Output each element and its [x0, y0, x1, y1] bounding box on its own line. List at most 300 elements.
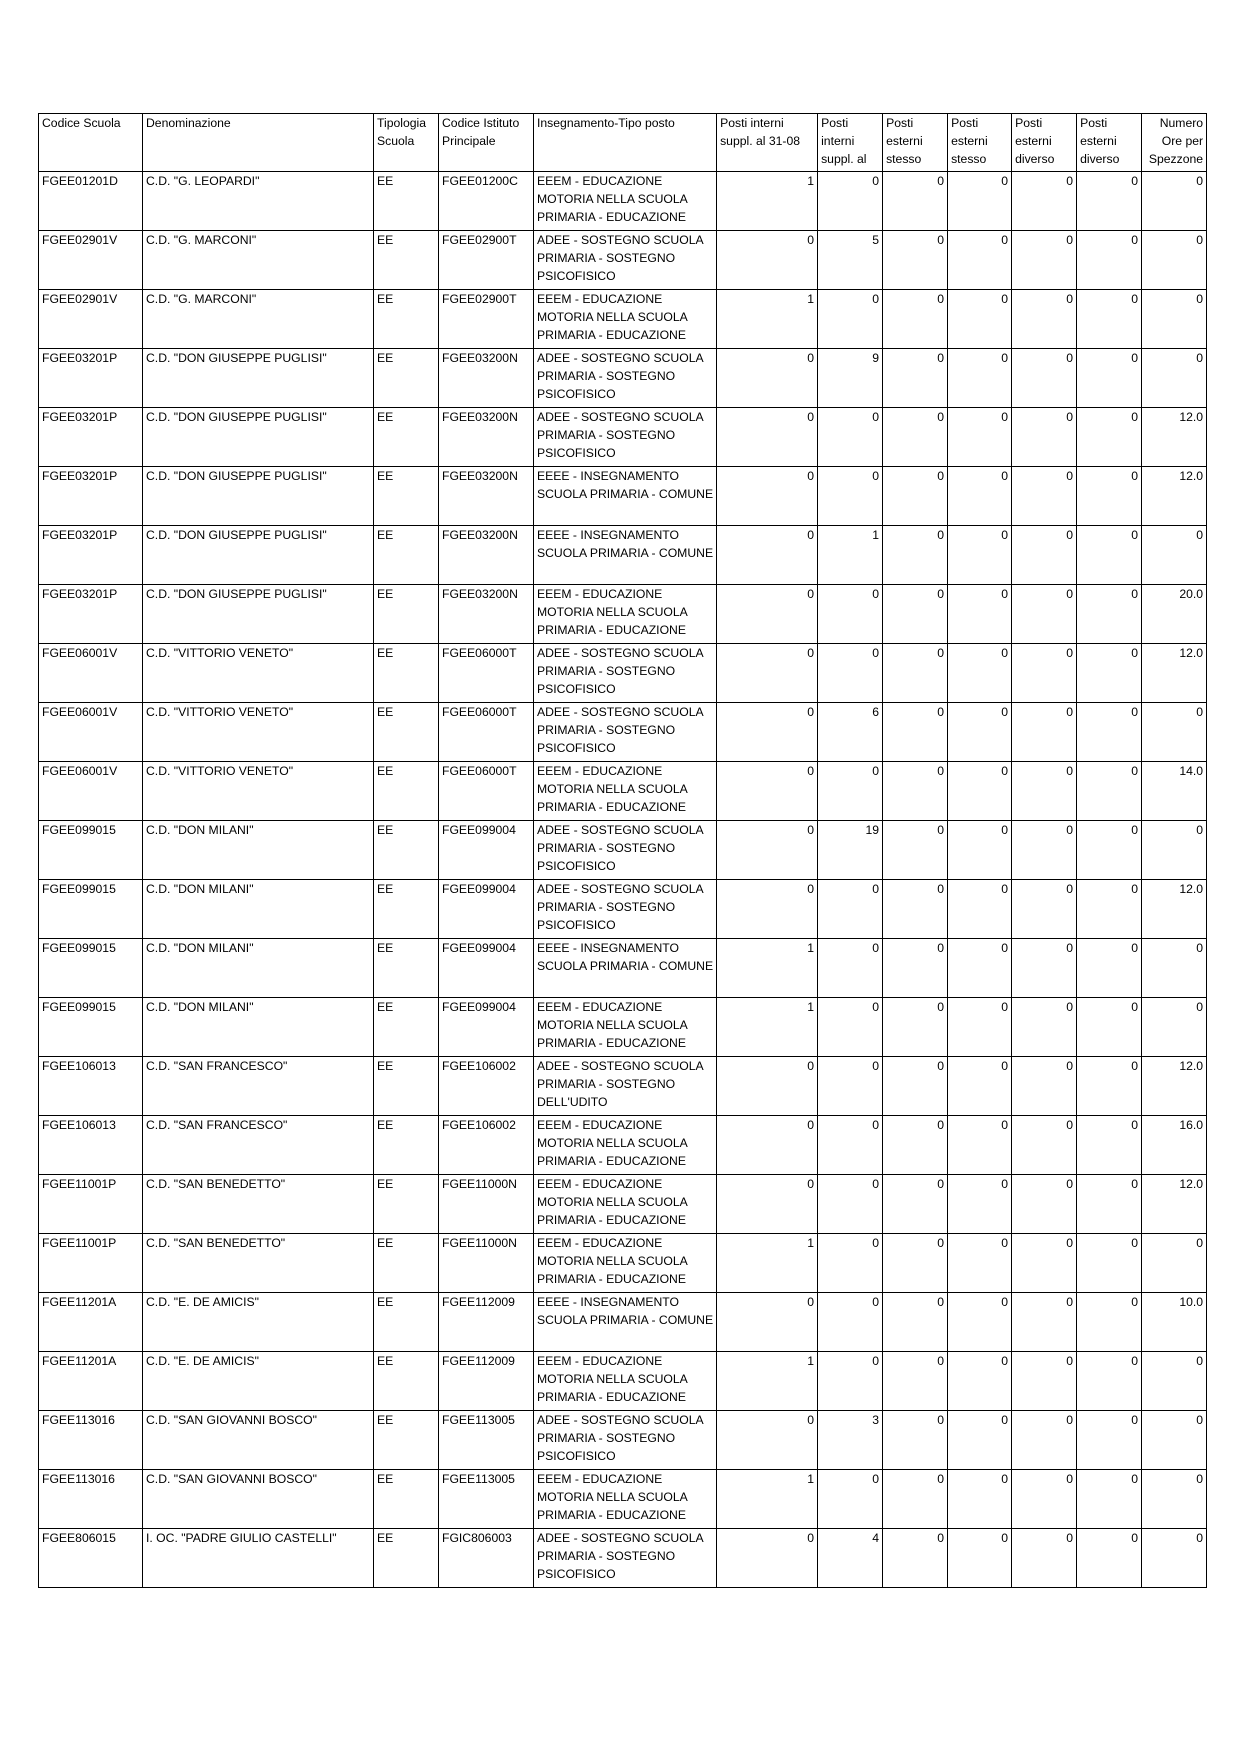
header-posti-esterni-stesso-1: [883, 114, 948, 172]
cell-insegnamento: [534, 526, 717, 585]
cell-posti-esterni-stesso-2: 0: [948, 585, 1012, 644]
cell-posti-interni-31-08: 0: [717, 467, 818, 526]
cell-codice-scuola: FGEE11201A: [39, 1352, 143, 1411]
cell-denominazione: C.D. "G. MARCONI": [143, 231, 374, 290]
cell-posti-esterni-stesso-1: 0: [883, 821, 948, 880]
insegnamento-line: PRIMARIA - SOSTEGNO: [537, 841, 676, 855]
cell-posti-esterni-diverso-1: 0: [1012, 1116, 1077, 1175]
insegnamento-line: ADEE - SOSTEGNO SCUOLA: [537, 351, 704, 365]
insegnamento-line: PRIMARIA - SOSTEGNO: [537, 428, 676, 442]
header-line: Spezzone: [1148, 152, 1204, 166]
cell-insegnamento: [534, 1529, 717, 1588]
cell-denominazione: C.D. "DON MILANI": [143, 821, 374, 880]
insegnamento-line: EEEM - EDUCAZIONE: [537, 292, 663, 306]
insegnamento-line: ADEE - SOSTEGNO SCUOLA: [537, 1413, 704, 1427]
insegnamento-line: PRIMARIA - EDUCAZIONE: [537, 1036, 686, 1050]
header-line: Posti: [886, 116, 914, 130]
cell-ore-spezzone: 12.0: [1142, 880, 1207, 939]
cell-posti-interni-suppl: 0: [818, 1116, 883, 1175]
cell-denominazione: C.D. "DON GIUSEPPE PUGLISI": [143, 585, 374, 644]
cell-posti-esterni-diverso-2: 0: [1077, 1234, 1142, 1293]
cell-posti-esterni-stesso-1: 0: [883, 467, 948, 526]
cell-insegnamento: [534, 703, 717, 762]
insegnamento-line: SCUOLA PRIMARIA - COMUNE: [537, 1313, 714, 1327]
cell-ore-spezzone: 12.0: [1142, 1175, 1207, 1234]
cell-insegnamento: [534, 1411, 717, 1470]
cell-insegnamento: [534, 408, 717, 467]
cell-posti-esterni-stesso-2: 0: [948, 172, 1012, 231]
insegnamento-line: PSICOFISICO: [537, 269, 616, 283]
insegnamento-line: PRIMARIA - EDUCAZIONE: [537, 623, 686, 637]
header-line: Posti: [1080, 116, 1108, 130]
cell-posti-esterni-diverso-2: 0: [1077, 1175, 1142, 1234]
header-line: Ore per: [1161, 134, 1204, 148]
cell-posti-esterni-diverso-2: 0: [1077, 290, 1142, 349]
cell-codice-scuola: FGEE02901V: [39, 290, 143, 349]
cell-posti-interni-31-08: 0: [717, 231, 818, 290]
cell-posti-interni-31-08: 0: [717, 585, 818, 644]
cell-posti-esterni-diverso-1: 0: [1012, 644, 1077, 703]
cell-codice-istituto: FGEE113005: [439, 1411, 534, 1470]
cell-tipologia: EE: [374, 1293, 439, 1352]
cell-codice-istituto: FGEE099004: [439, 998, 534, 1057]
insegnamento-line: MOTORIA NELLA SCUOLA: [537, 310, 688, 324]
cell-posti-esterni-stesso-1: 0: [883, 939, 948, 998]
insegnamento-line: EEEM - EDUCAZIONE: [537, 1354, 663, 1368]
header-line: Posti: [1015, 116, 1043, 130]
table-row: [39, 1057, 1207, 1116]
cell-codice-scuola: FGEE03201P: [39, 585, 143, 644]
cell-codice-istituto: FGEE06000T: [439, 644, 534, 703]
cell-posti-esterni-diverso-2: 0: [1077, 703, 1142, 762]
cell-tipologia: EE: [374, 1529, 439, 1588]
table-row: [39, 1175, 1207, 1234]
table-row: [39, 1411, 1207, 1470]
insegnamento-line: ADEE - SOSTEGNO SCUOLA: [537, 410, 704, 424]
header-numero-ore-spezzone: [1142, 114, 1207, 172]
cell-codice-scuola: FGEE099015: [39, 880, 143, 939]
insegnamento-line: PSICOFISICO: [537, 387, 616, 401]
cell-codice-scuola: FGEE03201P: [39, 467, 143, 526]
cell-posti-esterni-stesso-1: 0: [883, 1234, 948, 1293]
cell-posti-esterni-stesso-1: 0: [883, 880, 948, 939]
cell-posti-esterni-diverso-2: 0: [1077, 998, 1142, 1057]
cell-insegnamento: [534, 821, 717, 880]
cell-tipologia: EE: [374, 1234, 439, 1293]
insegnamento-line: PRIMARIA - EDUCAZIONE: [537, 1508, 686, 1522]
cell-posti-interni-suppl: 0: [818, 1175, 883, 1234]
cell-codice-istituto: FGEE02900T: [439, 290, 534, 349]
cell-posti-esterni-diverso-1: 0: [1012, 762, 1077, 821]
cell-insegnamento: [534, 467, 717, 526]
table-row: [39, 1352, 1207, 1411]
header-insegnamento: [534, 114, 717, 172]
cell-posti-esterni-diverso-1: 0: [1012, 703, 1077, 762]
cell-ore-spezzone: 0: [1142, 526, 1207, 585]
cell-ore-spezzone: 0: [1142, 1470, 1207, 1529]
table-row: [39, 585, 1207, 644]
cell-codice-scuola: FGEE106013: [39, 1057, 143, 1116]
cell-ore-spezzone: 0: [1142, 939, 1207, 998]
insegnamento-line: PRIMARIA - EDUCAZIONE: [537, 1272, 686, 1286]
header-posti-interni-suppl: [818, 114, 883, 172]
cell-codice-scuola: FGEE099015: [39, 939, 143, 998]
insegnamento-line: PSICOFISICO: [537, 1449, 616, 1463]
cell-posti-esterni-diverso-1: 0: [1012, 467, 1077, 526]
table-row: [39, 408, 1207, 467]
cell-posti-esterni-diverso-1: 0: [1012, 1470, 1077, 1529]
cell-tipologia: EE: [374, 821, 439, 880]
header-line: interni: [821, 134, 855, 148]
cell-posti-esterni-stesso-1: 0: [883, 1411, 948, 1470]
cell-ore-spezzone: 12.0: [1142, 1057, 1207, 1116]
cell-posti-interni-suppl: 0: [818, 585, 883, 644]
header-line: Denominazione: [146, 116, 231, 130]
insegnamento-line: ADEE - SOSTEGNO SCUOLA: [537, 705, 704, 719]
cell-posti-esterni-stesso-1: 0: [883, 644, 948, 703]
insegnamento-line: PRIMARIA - SOSTEGNO: [537, 664, 676, 678]
cell-codice-scuola: FGEE099015: [39, 998, 143, 1057]
cell-posti-esterni-diverso-2: 0: [1077, 939, 1142, 998]
cell-insegnamento: [534, 1352, 717, 1411]
cell-tipologia: EE: [374, 762, 439, 821]
header-line: Codice Istituto: [442, 116, 520, 130]
cell-posti-esterni-stesso-2: 0: [948, 1352, 1012, 1411]
cell-posti-esterni-stesso-2: 0: [948, 1293, 1012, 1352]
header-line: suppl. al 31-08: [720, 134, 801, 148]
cell-tipologia: EE: [374, 290, 439, 349]
header-line: Insegnamento-Tipo posto: [537, 116, 675, 130]
cell-codice-istituto: FGEE01200C: [439, 172, 534, 231]
cell-posti-interni-31-08: 0: [717, 349, 818, 408]
cell-ore-spezzone: 0: [1142, 231, 1207, 290]
cell-posti-esterni-diverso-1: 0: [1012, 231, 1077, 290]
cell-insegnamento: [534, 172, 717, 231]
cell-posti-esterni-diverso-2: 0: [1077, 1293, 1142, 1352]
cell-posti-esterni-stesso-1: 0: [883, 998, 948, 1057]
header-posti-esterni-stesso-2: [948, 114, 1012, 172]
cell-denominazione: C.D. "DON MILANI": [143, 939, 374, 998]
cell-posti-esterni-stesso-1: 0: [883, 408, 948, 467]
table-row: [39, 998, 1207, 1057]
insegnamento-line: MOTORIA NELLA SCUOLA: [537, 1372, 688, 1386]
cell-posti-esterni-stesso-1: 0: [883, 290, 948, 349]
insegnamento-line: EEEM - EDUCAZIONE: [537, 1177, 663, 1191]
cell-denominazione: C.D. "E. DE AMICIS": [143, 1352, 374, 1411]
cell-posti-esterni-diverso-1: 0: [1012, 585, 1077, 644]
cell-posti-interni-suppl: 0: [818, 467, 883, 526]
header-line: suppl. al: [821, 152, 867, 166]
insegnamento-line: MOTORIA NELLA SCUOLA: [537, 1195, 688, 1209]
header-line: Posti: [951, 116, 979, 130]
cell-posti-interni-suppl: 0: [818, 880, 883, 939]
cell-insegnamento: [534, 1116, 717, 1175]
header-posti-interni-31-08: [717, 114, 818, 172]
cell-posti-interni-31-08: 1: [717, 998, 818, 1057]
cell-denominazione: C.D. "DON GIUSEPPE PUGLISI": [143, 467, 374, 526]
cell-codice-scuola: FGEE06001V: [39, 703, 143, 762]
cell-posti-interni-31-08: 1: [717, 939, 818, 998]
cell-codice-istituto: FGEE099004: [439, 939, 534, 998]
cell-posti-esterni-stesso-1: 0: [883, 1293, 948, 1352]
cell-denominazione: C.D. "VITTORIO VENETO": [143, 703, 374, 762]
cell-posti-esterni-diverso-2: 0: [1077, 821, 1142, 880]
cell-tipologia: EE: [374, 585, 439, 644]
insegnamento-line: DELL'UDITO: [537, 1095, 608, 1109]
cell-denominazione: C.D. "G. MARCONI": [143, 290, 374, 349]
cell-codice-scuola: FGEE06001V: [39, 644, 143, 703]
cell-posti-esterni-stesso-2: 0: [948, 349, 1012, 408]
cell-tipologia: EE: [374, 703, 439, 762]
table-row: [39, 1470, 1207, 1529]
table-row: [39, 939, 1207, 998]
cell-tipologia: EE: [374, 1411, 439, 1470]
cell-tipologia: EE: [374, 349, 439, 408]
table-row: [39, 1529, 1207, 1588]
cell-insegnamento: [534, 998, 717, 1057]
cell-posti-interni-suppl: 19: [818, 821, 883, 880]
cell-codice-istituto: FGEE06000T: [439, 703, 534, 762]
cell-posti-esterni-stesso-2: 0: [948, 880, 1012, 939]
cell-posti-interni-31-08: 0: [717, 1057, 818, 1116]
cell-codice-scuola: FGEE113016: [39, 1411, 143, 1470]
insegnamento-line: PSICOFISICO: [537, 741, 616, 755]
cell-tipologia: EE: [374, 939, 439, 998]
cell-posti-esterni-stesso-1: 0: [883, 1529, 948, 1588]
cell-posti-esterni-diverso-1: 0: [1012, 408, 1077, 467]
cell-posti-interni-suppl: 0: [818, 939, 883, 998]
cell-posti-esterni-stesso-1: 0: [883, 349, 948, 408]
cell-ore-spezzone: 14.0: [1142, 762, 1207, 821]
header-line: Posti: [821, 116, 849, 130]
insegnamento-line: EEEE - INSEGNAMENTO: [537, 528, 679, 542]
cell-insegnamento: [534, 290, 717, 349]
cell-posti-esterni-stesso-1: 0: [883, 703, 948, 762]
cell-posti-interni-suppl: 0: [818, 1057, 883, 1116]
cell-codice-istituto: FGEE112009: [439, 1352, 534, 1411]
cell-posti-esterni-stesso-2: 0: [948, 998, 1012, 1057]
cell-posti-esterni-diverso-1: 0: [1012, 821, 1077, 880]
cell-codice-scuola: FGEE06001V: [39, 762, 143, 821]
cell-ore-spezzone: 12.0: [1142, 467, 1207, 526]
cell-posti-esterni-diverso-1: 0: [1012, 1352, 1077, 1411]
cell-posti-esterni-diverso-2: 0: [1077, 1529, 1142, 1588]
insegnamento-line: SCUOLA PRIMARIA - COMUNE: [537, 546, 714, 560]
cell-posti-esterni-stesso-2: 0: [948, 1470, 1012, 1529]
cell-denominazione: C.D. "DON GIUSEPPE PUGLISI": [143, 349, 374, 408]
cell-posti-esterni-diverso-1: 0: [1012, 1293, 1077, 1352]
table-row: [39, 231, 1207, 290]
header-line: Posti interni: [720, 116, 784, 130]
header-line: Tipologia: [377, 116, 427, 130]
cell-tipologia: EE: [374, 998, 439, 1057]
table-row: [39, 1293, 1207, 1352]
cell-codice-istituto: FGEE03200N: [439, 408, 534, 467]
table-row: [39, 880, 1207, 939]
insegnamento-line: EEEM - EDUCAZIONE: [537, 1118, 663, 1132]
cell-posti-esterni-stesso-2: 0: [948, 526, 1012, 585]
cell-posti-interni-31-08: 0: [717, 1529, 818, 1588]
insegnamento-line: EEEM - EDUCAZIONE: [537, 1000, 663, 1014]
cell-tipologia: EE: [374, 1352, 439, 1411]
cell-ore-spezzone: 0: [1142, 1411, 1207, 1470]
cell-posti-esterni-stesso-2: 0: [948, 231, 1012, 290]
insegnamento-line: PSICOFISICO: [537, 1567, 616, 1581]
cell-ore-spezzone: 0: [1142, 349, 1207, 408]
cell-posti-esterni-stesso-2: 0: [948, 1057, 1012, 1116]
cell-ore-spezzone: 0: [1142, 998, 1207, 1057]
cell-denominazione: C.D. "DON GIUSEPPE PUGLISI": [143, 408, 374, 467]
table-row: [39, 467, 1207, 526]
cell-codice-scuola: FGEE03201P: [39, 408, 143, 467]
cell-codice-istituto: FGEE02900T: [439, 231, 534, 290]
cell-ore-spezzone: 0: [1142, 290, 1207, 349]
cell-posti-interni-31-08: 1: [717, 290, 818, 349]
cell-tipologia: EE: [374, 644, 439, 703]
cell-posti-interni-31-08: 0: [717, 644, 818, 703]
cell-insegnamento: [534, 880, 717, 939]
insegnamento-line: EEEE - INSEGNAMENTO: [537, 941, 679, 955]
header-line: stesso: [886, 152, 922, 166]
cell-ore-spezzone: 10.0: [1142, 1293, 1207, 1352]
table-row: [39, 644, 1207, 703]
insegnamento-line: PSICOFISICO: [537, 682, 616, 696]
table-row: [39, 821, 1207, 880]
insegnamento-line: EEEE - INSEGNAMENTO: [537, 1295, 679, 1309]
cell-codice-istituto: FGEE06000T: [439, 762, 534, 821]
cell-posti-interni-31-08: 0: [717, 762, 818, 821]
header-codice-istituto: [439, 114, 534, 172]
insegnamento-line: PSICOFISICO: [537, 859, 616, 873]
cell-posti-interni-31-08: 0: [717, 821, 818, 880]
cell-insegnamento: [534, 1057, 717, 1116]
cell-denominazione: C.D. "SAN FRANCESCO": [143, 1057, 374, 1116]
cell-posti-esterni-stesso-2: 0: [948, 1116, 1012, 1175]
cell-posti-interni-31-08: 0: [717, 1175, 818, 1234]
cell-posti-esterni-stesso-2: 0: [948, 467, 1012, 526]
cell-posti-interni-31-08: 0: [717, 880, 818, 939]
cell-insegnamento: [534, 1293, 717, 1352]
cell-insegnamento: [534, 939, 717, 998]
cell-codice-istituto: FGEE03200N: [439, 467, 534, 526]
cell-posti-esterni-stesso-2: 0: [948, 939, 1012, 998]
cell-denominazione: C.D. "SAN GIOVANNI BOSCO": [143, 1470, 374, 1529]
cell-posti-esterni-diverso-2: 0: [1077, 1470, 1142, 1529]
cell-posti-interni-suppl: 0: [818, 172, 883, 231]
cell-codice-istituto: FGEE106002: [439, 1116, 534, 1175]
cell-posti-esterni-diverso-1: 0: [1012, 172, 1077, 231]
cell-denominazione: C.D. "G. LEOPARDI": [143, 172, 374, 231]
table-row: [39, 1116, 1207, 1175]
insegnamento-line: MOTORIA NELLA SCUOLA: [537, 782, 688, 796]
cell-codice-istituto: FGEE113005: [439, 1470, 534, 1529]
insegnamento-line: PRIMARIA - SOSTEGNO: [537, 1549, 676, 1563]
cell-codice-scuola: FGEE02901V: [39, 231, 143, 290]
cell-codice-istituto: FGEE106002: [439, 1057, 534, 1116]
cell-ore-spezzone: 16.0: [1142, 1116, 1207, 1175]
cell-posti-interni-suppl: 1: [818, 526, 883, 585]
cell-posti-esterni-diverso-1: 0: [1012, 526, 1077, 585]
insegnamento-line: PRIMARIA - SOSTEGNO: [537, 723, 676, 737]
cell-posti-interni-31-08: 1: [717, 1234, 818, 1293]
cell-tipologia: EE: [374, 880, 439, 939]
insegnamento-line: PRIMARIA - EDUCAZIONE: [537, 1213, 686, 1227]
cell-posti-esterni-stesso-2: 0: [948, 821, 1012, 880]
cell-codice-scuola: FGEE099015: [39, 821, 143, 880]
cell-ore-spezzone: 12.0: [1142, 408, 1207, 467]
header-line: esterni: [886, 134, 923, 148]
cell-posti-interni-31-08: 0: [717, 408, 818, 467]
insegnamento-line: EEEM - EDUCAZIONE: [537, 1236, 663, 1250]
cell-codice-istituto: FGIC806003: [439, 1529, 534, 1588]
cell-posti-interni-31-08: 0: [717, 703, 818, 762]
cell-posti-interni-suppl: 0: [818, 998, 883, 1057]
cell-posti-esterni-diverso-2: 0: [1077, 1411, 1142, 1470]
cell-posti-esterni-stesso-1: 0: [883, 526, 948, 585]
cell-posti-interni-suppl: 0: [818, 290, 883, 349]
insegnamento-line: PRIMARIA - SOSTEGNO: [537, 1077, 676, 1091]
cell-insegnamento: [534, 349, 717, 408]
insegnamento-line: EEEM - EDUCAZIONE: [537, 764, 663, 778]
cell-posti-esterni-stesso-2: 0: [948, 1529, 1012, 1588]
cell-tipologia: EE: [374, 1470, 439, 1529]
cell-posti-esterni-diverso-2: 0: [1077, 349, 1142, 408]
insegnamento-line: PRIMARIA - SOSTEGNO: [537, 369, 676, 383]
cell-denominazione: C.D. "DON MILANI": [143, 880, 374, 939]
cell-posti-esterni-diverso-1: 0: [1012, 290, 1077, 349]
cell-posti-esterni-diverso-1: 0: [1012, 880, 1077, 939]
cell-posti-esterni-diverso-2: 0: [1077, 231, 1142, 290]
header-line: esterni: [1015, 134, 1052, 148]
cell-posti-esterni-diverso-1: 0: [1012, 998, 1077, 1057]
cell-posti-esterni-stesso-1: 0: [883, 1175, 948, 1234]
cell-posti-interni-suppl: 5: [818, 231, 883, 290]
cell-posti-esterni-diverso-2: 0: [1077, 880, 1142, 939]
cell-codice-istituto: FGEE11000N: [439, 1234, 534, 1293]
cell-codice-scuola: FGEE106013: [39, 1116, 143, 1175]
cell-posti-interni-suppl: 4: [818, 1529, 883, 1588]
header-codice-scuola: [39, 114, 143, 172]
table-row: [39, 349, 1207, 408]
insegnamento-line: MOTORIA NELLA SCUOLA: [537, 605, 688, 619]
insegnamento-line: MOTORIA NELLA SCUOLA: [537, 192, 688, 206]
cell-posti-esterni-diverso-1: 0: [1012, 1175, 1077, 1234]
cell-denominazione: C.D. "DON MILANI": [143, 998, 374, 1057]
cell-posti-esterni-diverso-1: 0: [1012, 349, 1077, 408]
cell-posti-interni-suppl: 0: [818, 1470, 883, 1529]
cell-denominazione: C.D. "SAN GIOVANNI BOSCO": [143, 1411, 374, 1470]
insegnamento-line: ADEE - SOSTEGNO SCUOLA: [537, 882, 704, 896]
insegnamento-line: MOTORIA NELLA SCUOLA: [537, 1254, 688, 1268]
cell-posti-esterni-diverso-1: 0: [1012, 939, 1077, 998]
cell-posti-esterni-diverso-2: 0: [1077, 408, 1142, 467]
cell-codice-istituto: FGEE03200N: [439, 349, 534, 408]
cell-posti-interni-suppl: 0: [818, 408, 883, 467]
cell-posti-interni-suppl: 0: [818, 644, 883, 703]
cell-posti-esterni-stesso-2: 0: [948, 408, 1012, 467]
insegnamento-line: PRIMARIA - EDUCAZIONE: [537, 800, 686, 814]
cell-insegnamento: [534, 1234, 717, 1293]
cell-posti-esterni-diverso-1: 0: [1012, 1529, 1077, 1588]
cell-insegnamento: [534, 1470, 717, 1529]
cell-tipologia: EE: [374, 408, 439, 467]
cell-posti-esterni-diverso-1: 0: [1012, 1411, 1077, 1470]
cell-posti-esterni-diverso-2: 0: [1077, 172, 1142, 231]
insegnamento-line: MOTORIA NELLA SCUOLA: [537, 1490, 688, 1504]
cell-posti-esterni-stesso-1: 0: [883, 762, 948, 821]
cell-tipologia: EE: [374, 172, 439, 231]
cell-posti-interni-31-08: 0: [717, 1116, 818, 1175]
